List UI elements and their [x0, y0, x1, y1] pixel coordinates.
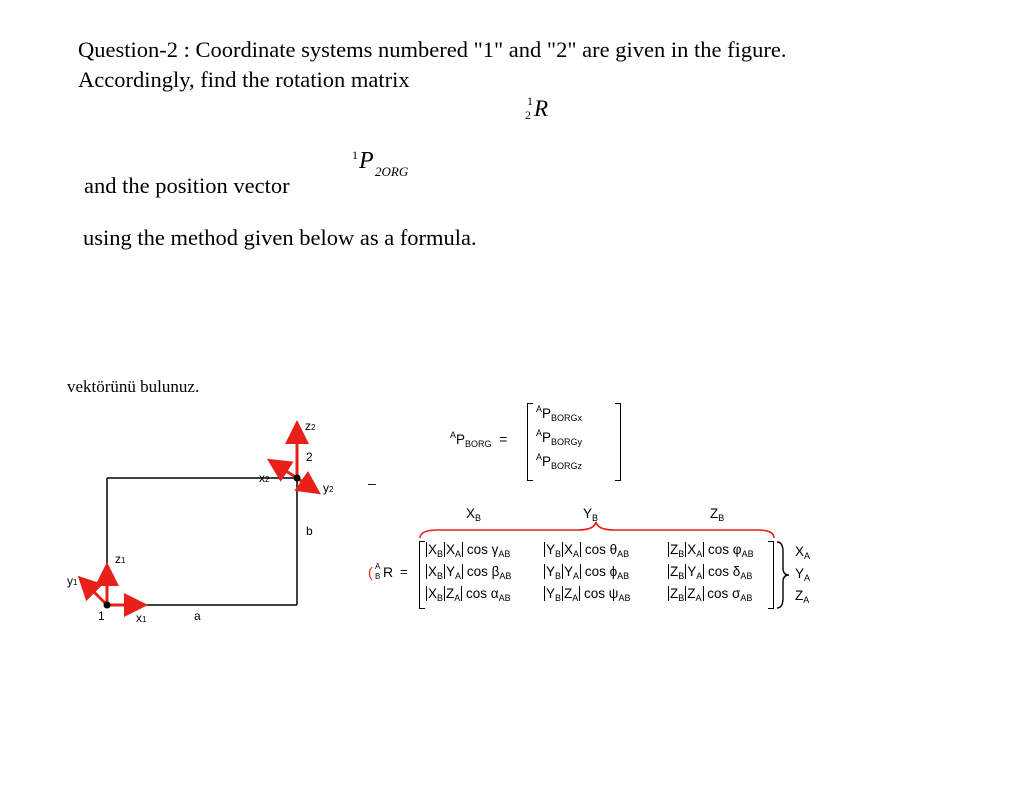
turkish-instruction: vektörünü bulunuz.: [67, 377, 200, 396]
matrix-cell-r3-c3: $Z_B$ $Z_A$ $\cos \sigma_{AB}$: [670, 586, 753, 603]
label-frame-2: 2: [306, 450, 313, 464]
question-line-1: Question-2 : Coordinate systems numbered "1" and "2" are given in the figure.: [78, 37, 787, 62]
row-header-za: $Z_A$: [795, 588, 810, 605]
position-symbol-sub: 2ORG: [375, 164, 409, 179]
matrix-cell-r1-c3: $Z_B$ $X_A$ $\cos \varphi_{AB}$: [670, 542, 754, 559]
label-x1: x1: [136, 611, 147, 625]
label-y2: y2: [323, 481, 334, 495]
origin-2-dot: [294, 475, 301, 482]
matrix-cell-r2-c2: $Y_B$ $Y_A$ $\cos \phi_{AB}$: [546, 564, 630, 581]
x2-axis-arrow: [272, 462, 297, 478]
position-formula-lhs: $^AP_{BORG}$ =: [450, 430, 508, 449]
row-header-ya: $Y_A$: [795, 566, 811, 583]
label-frame-1: 1: [98, 609, 105, 623]
matrix-cell-r1-c1: $X_B$ $X_A$ $\cos \gamma_{AB}$: [428, 542, 511, 559]
matrix-cell-r2-c3: $Z_B$ $Y_A$ $\cos \delta_{AB}$: [670, 564, 753, 581]
matrix-left-bracket: [419, 541, 425, 609]
position-left-bracket: [527, 403, 533, 481]
rotation-symbol-sub: 2: [525, 108, 531, 122]
position-right-bracket: [615, 403, 621, 481]
matrix-cell-r3-c1: $X_B$ $Z_A$ $\cos \alpha_{AB}$: [428, 586, 511, 603]
position-row-y: $^AP_{BORGy}$: [536, 428, 583, 447]
label-z2: z2: [305, 419, 316, 433]
rotation-formula-lhs: ( A B R =: [368, 562, 408, 581]
rotation-matrix-body: [426, 540, 771, 610]
label-y1: y1: [67, 574, 78, 588]
rotation-symbol-sup: 1: [527, 94, 533, 108]
position-symbol-letter: P: [359, 148, 374, 174]
col-header-zb: $Z_B$: [710, 506, 725, 523]
matrix-cell-r2-c1: $X_B$ $Y_A$ $\cos \beta_{AB}$: [428, 564, 512, 581]
position-symbol-sup: 1: [352, 148, 358, 162]
rotation-matrix-symbol: [524, 92, 564, 132]
question-line-3: and the position vector: [84, 173, 290, 198]
question-line-2: Accordingly, find the rotation matrix: [78, 67, 410, 92]
coordinate-frames-figure: [60, 410, 360, 640]
label-dim-b: b: [306, 524, 313, 538]
label-z1: z1: [115, 552, 126, 566]
question-line-4: using the method given below as a formula.: [83, 225, 477, 250]
col-header-xb: $X_B$: [466, 506, 482, 523]
position-vector-symbol: [352, 148, 442, 188]
origin-1-dot: [104, 602, 111, 609]
right-brace: [774, 540, 792, 610]
row-header-xa: $X_A$: [795, 544, 811, 561]
position-row-z: $^AP_{BORGz}$: [536, 452, 583, 471]
red-top-brace: [418, 520, 778, 540]
label-x2: x2: [259, 471, 270, 485]
col-header-yb: $Y_B$: [583, 506, 599, 523]
matrix-cell-r3-c2: $Y_B$ $Z_A$ $\cos \psi_{AB}$: [546, 586, 631, 603]
rotation-symbol-letter: R: [534, 96, 549, 121]
label-dim-a: a: [194, 609, 201, 623]
y1-axis-arrow: [82, 580, 107, 605]
position-row-x: $^AP_{BORGx}$: [536, 404, 583, 423]
matrix-cell-r1-c2: $Y_B$ $X_A$ $\cos \theta_{AB}$: [546, 542, 630, 559]
separator-dash: –: [368, 475, 376, 491]
